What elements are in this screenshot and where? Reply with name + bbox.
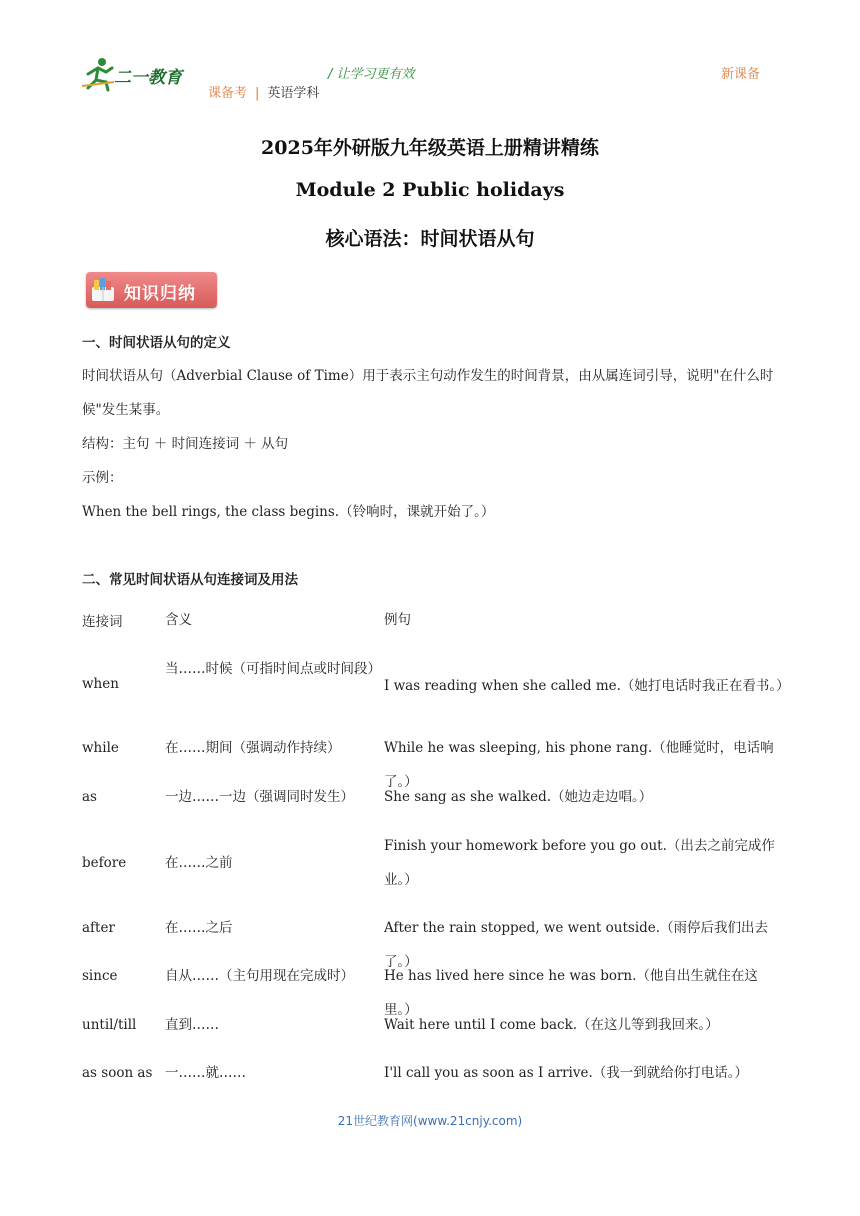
example: Finish your homework before you go out.（出去之前完成作业。） [384, 838, 775, 888]
new-course-label: 新课备 [721, 67, 761, 82]
slogan: / 让学习更有效 [328, 67, 415, 82]
header-meaning: 含义 [165, 612, 192, 628]
meaning: 自从……（主句用现在完成时） [165, 968, 354, 984]
meaning: 当……时候（可指时间点或时间段） [165, 661, 381, 677]
module-title: Module 2 Public holidays [295, 179, 565, 201]
conjunction: until/till [82, 1017, 137, 1033]
header-example: 例句 [384, 612, 411, 628]
meaning: 在……期间（强调动作持续） [165, 740, 341, 756]
meaning: 一……就…… [165, 1065, 246, 1081]
meaning: 在……之后 [165, 920, 233, 936]
conjunction: as [82, 789, 97, 805]
knowledge-badge [86, 272, 217, 308]
example: While he was sleeping, his phone rang.（他睡觉时，电话响了。） [384, 740, 774, 790]
example: I was reading when she called me.（她打电话时我正在看书。） [384, 678, 790, 694]
subject-name: 英语学科 [267, 86, 320, 101]
example: She sang as she walked.（她边走边唱。） [384, 789, 653, 805]
page-header [0, 0, 860, 110]
section2-heading: 二、常见时间状语从句连接词及用法 [82, 572, 298, 588]
conjunction: before [82, 855, 127, 871]
example: He has lived here since he was born.（他自出生就住在这里。） [384, 968, 758, 1018]
grammar-title: 核心语法：时间状语从句 [325, 228, 535, 250]
example-sentence: When the bell rings, the class begins.（铃响时，课就开始了。） [82, 504, 495, 520]
subject-separator: | [255, 86, 260, 101]
section1-heading: 一、时间状语从句的定义 [82, 335, 231, 351]
definition-paragraph: 时间状语从句（Adverbial Clause of Time）用于表示主句动作发生的时间背景，由从属连词引导，说明"在什么时候"发生某事。 [82, 368, 774, 418]
runner-icon [82, 56, 116, 92]
meaning: 直到…… [165, 1017, 219, 1033]
logo-text: 二一教育 [114, 68, 182, 88]
badge-label: 知识归纳 [124, 284, 196, 304]
footer-source: 21世纪教育网(www.21cnjy.com) [337, 1114, 523, 1128]
header-conjunction: 连接词 [82, 614, 123, 630]
document-title: 2025年外研版九年级英语上册精讲精练 [261, 137, 599, 159]
conjunction: after [82, 920, 115, 936]
conjunction: while [82, 740, 119, 756]
example: Wait here until I come back.（在这儿等到我回来。） [384, 1017, 719, 1033]
brand-logo [82, 56, 192, 92]
conjunction: when [82, 676, 119, 692]
conjunction: as soon as [82, 1065, 153, 1081]
meaning: 在……之前 [165, 855, 233, 871]
example-label: 示例： [82, 470, 123, 486]
subject-prefix: 课备考 [208, 86, 248, 101]
subject-line [208, 82, 319, 101]
example: I'll call you as soon as I arrive.（我一到就给你打电话。） [384, 1065, 749, 1081]
meaning: 一边……一边（强调同时发生） [165, 789, 354, 805]
conjunction: since [82, 968, 118, 984]
structure-line: 结构：主句 ＋ 时间连接词 ＋ 从句 [82, 436, 289, 452]
example: After the rain stopped, we went outside.（雨停后我们出去了。） [384, 920, 769, 970]
book-icon [91, 277, 115, 303]
